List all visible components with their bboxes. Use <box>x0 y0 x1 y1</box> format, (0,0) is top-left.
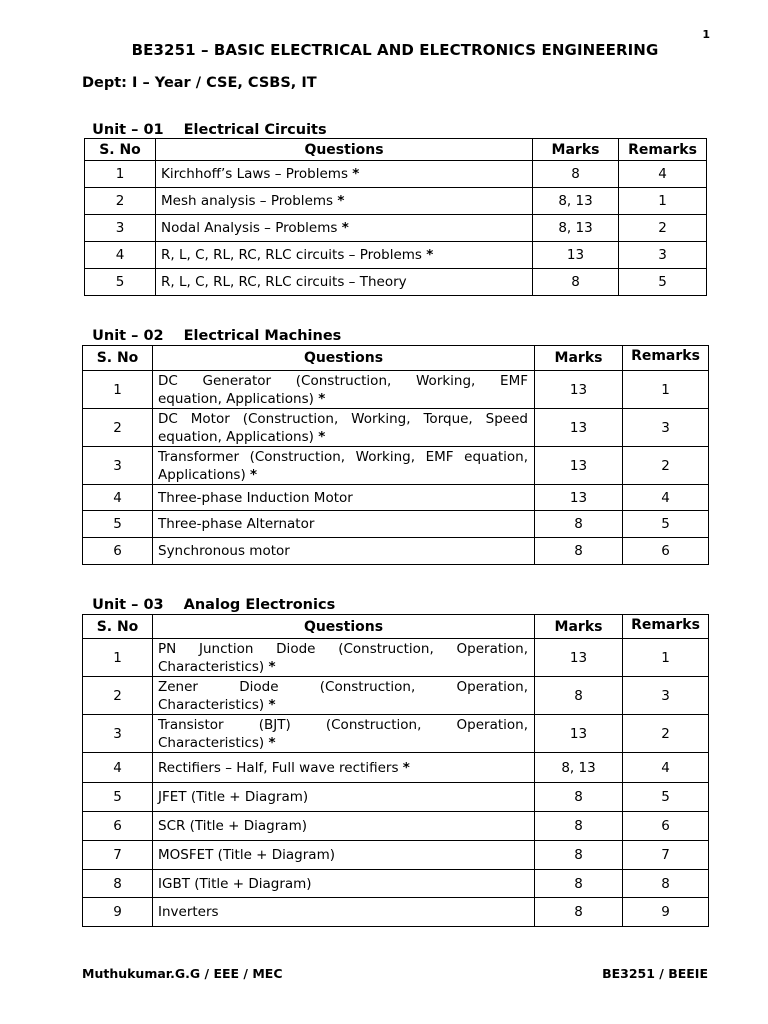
cell-marks: 8 <box>535 538 623 565</box>
unit-3-table <box>82 614 709 927</box>
table-row <box>83 511 709 538</box>
unit-2-label: Unit – 02 <box>92 328 164 344</box>
cell-remarks: 1 <box>623 639 709 677</box>
dept-line: Dept: I – Year / CSE, CSBS, IT <box>82 75 317 91</box>
unit-1-label: Unit – 01 <box>92 122 164 138</box>
col-header-marks: Marks <box>535 615 623 639</box>
table-row <box>85 269 707 296</box>
col-header-questions: Questions <box>153 346 535 371</box>
cell-question: R, L, C, RL, RC, RLC circuits – Theory <box>156 269 533 296</box>
cell-sno: 4 <box>83 753 153 783</box>
cell-sno: 1 <box>85 161 156 188</box>
table-header-row <box>83 346 709 371</box>
cell-marks: 8, 13 <box>535 753 623 783</box>
cell-remarks: 2 <box>623 715 709 753</box>
cell-marks: 8 <box>535 677 623 715</box>
cell-remarks: 5 <box>619 269 707 296</box>
table-header-row <box>85 139 707 161</box>
table-row <box>85 188 707 215</box>
cell-question: Three-phase Induction Motor <box>153 485 535 511</box>
cell-sno: 9 <box>83 898 153 927</box>
cell-question: Zener Diode (Construction, Operation, Characteristics) * <box>153 677 535 715</box>
cell-sno: 5 <box>83 511 153 538</box>
col-header-marks: Marks <box>535 346 623 371</box>
cell-question: Transformer (Construction, Working, EMF equation, Applications) * <box>153 447 535 485</box>
unit-1-title: Electrical Circuits <box>183 122 327 138</box>
cell-remarks: 4 <box>623 485 709 511</box>
cell-sno: 3 <box>83 447 153 485</box>
cell-remarks: 7 <box>623 841 709 870</box>
table-row <box>83 409 709 447</box>
cell-marks: 8 <box>535 812 623 841</box>
table-row <box>83 485 709 511</box>
unit-3-label: Unit – 03 <box>92 597 164 613</box>
cell-marks: 8 <box>535 841 623 870</box>
cell-sno: 3 <box>83 715 153 753</box>
table-header-row <box>83 615 709 639</box>
cell-sno: 1 <box>83 639 153 677</box>
col-header-sno: S. No <box>83 615 153 639</box>
cell-sno: 4 <box>85 242 156 269</box>
cell-remarks: 1 <box>619 188 707 215</box>
cell-question: Inverters <box>153 898 535 927</box>
cell-question: DC Generator (Construction, Working, EMF equation, Applications) * <box>153 371 535 409</box>
cell-question: MOSFET (Title + Diagram) <box>153 841 535 870</box>
cell-remarks: 1 <box>623 371 709 409</box>
cell-marks: 13 <box>535 371 623 409</box>
cell-sno: 3 <box>85 215 156 242</box>
cell-sno: 4 <box>83 485 153 511</box>
table-row <box>83 447 709 485</box>
cell-marks: 8 <box>535 783 623 812</box>
unit-3-heading <box>82 581 335 613</box>
cell-question: IGBT (Title + Diagram) <box>153 870 535 898</box>
table-row <box>83 753 709 783</box>
cell-sno: 8 <box>83 870 153 898</box>
cell-marks: 13 <box>535 485 623 511</box>
table-row <box>83 812 709 841</box>
cell-sno: 5 <box>83 783 153 812</box>
cell-remarks: 3 <box>623 677 709 715</box>
cell-remarks: 4 <box>623 753 709 783</box>
cell-question: Kirchhoff’s Laws – Problems * <box>156 161 533 188</box>
cell-sno: 2 <box>83 409 153 447</box>
col-header-remarks: Remarks <box>619 139 707 161</box>
unit-1-heading <box>82 106 327 138</box>
cell-remarks: 2 <box>623 447 709 485</box>
cell-marks: 13 <box>535 639 623 677</box>
col-header-remarks: Remarks <box>623 346 709 371</box>
col-header-marks: Marks <box>533 139 619 161</box>
footer-course-code: BE3251 / BEEIE <box>602 966 708 981</box>
cell-remarks: 2 <box>619 215 707 242</box>
cell-question: JFET (Title + Diagram) <box>153 783 535 812</box>
col-header-remarks: Remarks <box>623 615 709 639</box>
cell-remarks: 8 <box>623 870 709 898</box>
cell-marks: 13 <box>535 409 623 447</box>
cell-question: Rectifiers – Half, Full wave rectifiers * <box>153 753 535 783</box>
page-number: 1 <box>702 28 710 41</box>
cell-remarks: 4 <box>619 161 707 188</box>
cell-question: PN Junction Diode (Construction, Operation, Characteristics) * <box>153 639 535 677</box>
cell-marks: 13 <box>535 447 623 485</box>
cell-sno: 2 <box>83 677 153 715</box>
cell-marks: 13 <box>535 715 623 753</box>
cell-marks: 8 <box>535 870 623 898</box>
cell-question: Transistor (BJT) (Construction, Operation, Characteristics) * <box>153 715 535 753</box>
cell-question: Nodal Analysis – Problems * <box>156 215 533 242</box>
unit-2-heading <box>82 312 341 344</box>
table-row <box>83 371 709 409</box>
cell-marks: 8 <box>533 161 619 188</box>
cell-question: R, L, C, RL, RC, RLC circuits – Problems * <box>156 242 533 269</box>
cell-sno: 6 <box>83 538 153 565</box>
table-row <box>83 870 709 898</box>
col-header-sno: S. No <box>83 346 153 371</box>
unit-2-title: Electrical Machines <box>183 328 342 344</box>
cell-remarks: 3 <box>623 409 709 447</box>
cell-sno: 7 <box>83 841 153 870</box>
document-title: BE3251 – BASIC ELECTRICAL AND ELECTRONICS ENGINEERING <box>131 41 659 59</box>
table-row <box>83 715 709 753</box>
cell-marks: 13 <box>533 242 619 269</box>
cell-question: Synchronous motor <box>153 538 535 565</box>
cell-sno: 6 <box>83 812 153 841</box>
table-row <box>83 639 709 677</box>
col-header-questions: Questions <box>153 615 535 639</box>
cell-remarks: 6 <box>623 538 709 565</box>
cell-remarks: 3 <box>619 242 707 269</box>
cell-remarks: 6 <box>623 812 709 841</box>
cell-sno: 5 <box>85 269 156 296</box>
table-row <box>83 538 709 565</box>
cell-remarks: 5 <box>623 511 709 538</box>
cell-sno: 1 <box>83 371 153 409</box>
table-row <box>85 242 707 269</box>
table-row <box>85 161 707 188</box>
cell-question: Three-phase Alternator <box>153 511 535 538</box>
cell-marks: 8 <box>535 511 623 538</box>
table-row <box>83 841 709 870</box>
unit-1-table <box>84 138 707 296</box>
cell-remarks: 9 <box>623 898 709 927</box>
cell-question: Mesh analysis – Problems * <box>156 188 533 215</box>
table-row <box>83 898 709 927</box>
cell-sno: 2 <box>85 188 156 215</box>
table-row <box>85 215 707 242</box>
cell-marks: 8, 13 <box>533 215 619 242</box>
cell-remarks: 5 <box>623 783 709 812</box>
col-header-questions: Questions <box>156 139 533 161</box>
unit-3-title: Analog Electronics <box>183 597 336 613</box>
cell-marks: 8, 13 <box>533 188 619 215</box>
cell-marks: 8 <box>535 898 623 927</box>
col-header-sno: S. No <box>85 139 156 161</box>
cell-question: SCR (Title + Diagram) <box>153 812 535 841</box>
unit-2-table <box>82 345 709 565</box>
cell-question: DC Motor (Construction, Working, Torque, Speed equation, Applications) * <box>153 409 535 447</box>
footer-author: Muthukumar.G.G / EEE / MEC <box>82 966 283 981</box>
cell-marks: 8 <box>533 269 619 296</box>
table-row <box>83 783 709 812</box>
table-row <box>83 677 709 715</box>
